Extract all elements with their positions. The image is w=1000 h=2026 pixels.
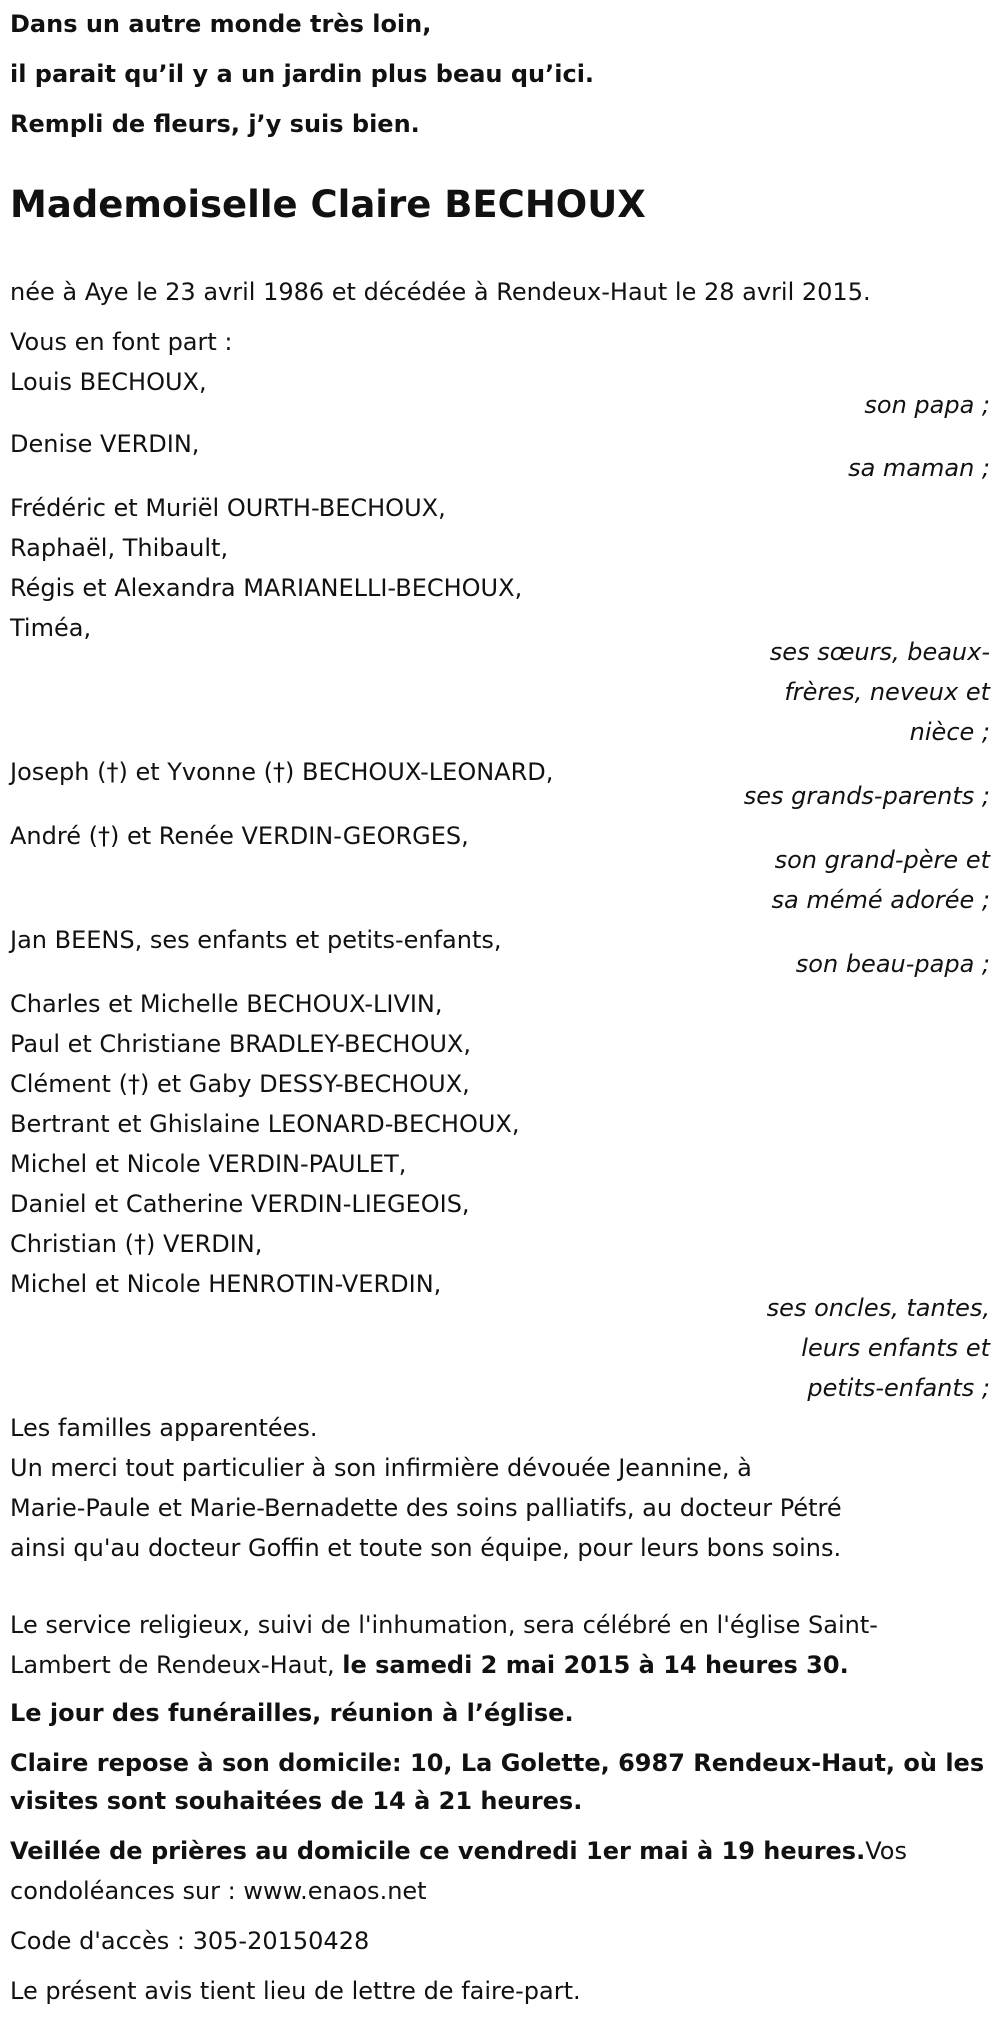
vigil-text: Veillée de prières au domicile ce vendredi 1er mai à 19 heures.: [10, 1837, 866, 1865]
uncle-line: Bertrant et Ghislaine LEONARD-BECHOUX,: [10, 1110, 520, 1138]
service-line-2: [10, 1645, 990, 1685]
poem-line-2: il parait qu’il y a un jardin plus beau qu’ici.: [10, 60, 595, 88]
mother-role: sa maman ;: [848, 454, 990, 482]
sibling-line: Timéa,: [10, 614, 92, 642]
father-name: Louis BECHOUX,: [10, 368, 207, 396]
uncles-role-line: ses oncles, tantes,: [766, 1294, 990, 1322]
thanks-line: Marie-Paule et Marie-Bernadette des soins palliatifs, au docteur Pétré: [10, 1494, 842, 1522]
vigil-line-1: [10, 1831, 990, 1871]
uncles-role-line: leurs enfants et: [801, 1334, 990, 1362]
sibling-line: Régis et Alexandra MARIANELLI-BECHOUX,: [10, 574, 523, 602]
rest-line-2: visites sont souhaitées de 14 à 21 heures.: [10, 1787, 583, 1815]
grandparents-maternal: André (†) et Renée VERDIN-GEORGES,: [10, 822, 469, 850]
notice-line: Le présent avis tient lieu de lettre de faire-part.: [10, 1977, 581, 2005]
uncle-line: Daniel et Catherine VERDIN-LIEGEOIS,: [10, 1190, 470, 1218]
grandparents-paternal: Joseph (†) et Yvonne (†) BECHOUX-LEONARD,: [10, 758, 554, 786]
uncle-line: Paul et Christiane BRADLEY-BECHOUX,: [10, 1030, 471, 1058]
service-line-1: Le service religieux, suivi de l'inhumation, sera célébré en l'église Saint-: [10, 1611, 878, 1639]
siblings-role-line: ses sœurs, beaux-: [769, 638, 990, 666]
uncles-role-line: petits-enfants ;: [807, 1374, 990, 1402]
stepfather-role: son beau-papa ;: [795, 950, 990, 978]
thanks-line: Un merci tout particulier à son infirmière dévouée Jeannine, à: [10, 1454, 752, 1482]
access-code: Code d'accès : 305-20150428: [10, 1927, 370, 1955]
uncle-line: Michel et Nicole VERDIN-PAULET,: [10, 1150, 407, 1178]
meeting-line: Le jour des funérailles, réunion à l’église.: [10, 1699, 574, 1727]
uncle-line: Charles et Michelle BECHOUX-LIVIN,: [10, 990, 443, 1018]
families-line: Les familles apparentées.: [10, 1414, 318, 1442]
siblings-role-line: frères, neveux et: [784, 678, 990, 706]
grandparents2-role-line: son grand-père et: [774, 846, 990, 874]
service-location: Lambert de Rendeux-Haut,: [10, 1651, 343, 1679]
uncle-line: Christian (†) VERDIN,: [10, 1230, 263, 1258]
poem-line-1: Dans un autre monde très loin,: [10, 10, 432, 38]
intro-line: Vous en font part :: [10, 328, 233, 356]
birth-death-line: née à Aye le 23 avril 1986 et décédée à Rendeux-Haut le 28 avril 2015.: [10, 278, 871, 306]
grandparents2-role-line: sa mémé adorée ;: [771, 886, 990, 914]
vigil-condolences-start: Vos: [865, 1837, 907, 1865]
grandparents-role: ses grands-parents ;: [743, 782, 990, 810]
stepfather-name: Jan BEENS, ses enfants et petits-enfants,: [10, 926, 502, 954]
deceased-name: Mademoiselle Claire BECHOUX: [10, 183, 646, 226]
uncle-line: Michel et Nicole HENROTIN-VERDIN,: [10, 1270, 442, 1298]
thanks-line: ainsi qu'au docteur Goffin et toute son équipe, pour leurs bons soins.: [10, 1534, 842, 1562]
sibling-line: Frédéric et Muriël OURTH-BECHOUX,: [10, 494, 446, 522]
service-date: le samedi 2 mai 2015 à 14 heures 30.: [342, 1651, 849, 1679]
condolences-line: condoléances sur : www.enaos.net: [10, 1877, 427, 1905]
uncle-line: Clément (†) et Gaby DESSY-BECHOUX,: [10, 1070, 470, 1098]
siblings-role-line: nièce ;: [909, 718, 990, 746]
mother-name: Denise VERDIN,: [10, 430, 200, 458]
sibling-line: Raphaël, Thibault,: [10, 534, 229, 562]
father-role: son papa ;: [864, 391, 990, 419]
poem-line-3: Rempli de fleurs, j’y suis bien.: [10, 110, 420, 138]
rest-line-1: Claire repose à son domicile: 10, La Golette, 6987 Rendeux-Haut, où les: [10, 1749, 985, 1777]
